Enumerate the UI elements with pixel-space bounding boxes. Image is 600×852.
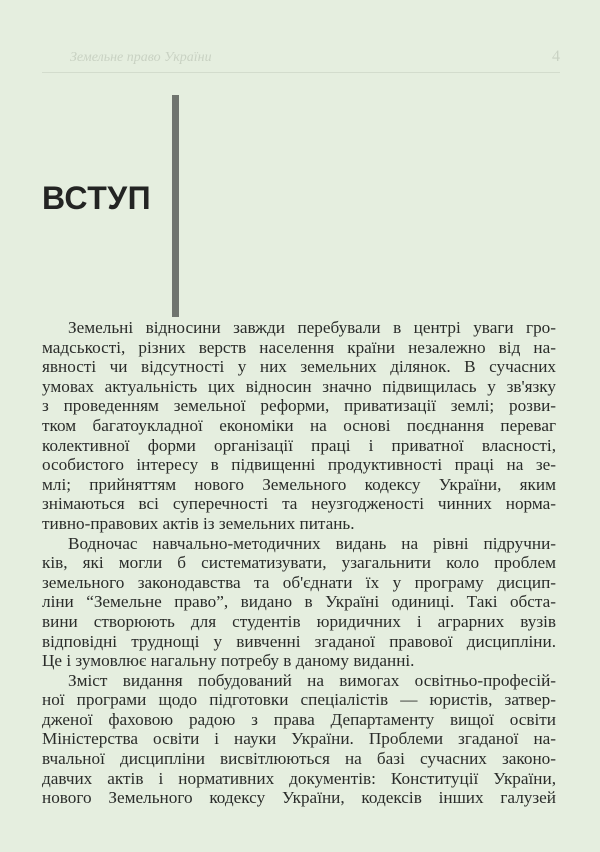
running-title: Земельне право України xyxy=(70,50,212,65)
text-line: ліни “Земельне право”, видано в Україні одиниці. Такі обста- xyxy=(42,592,556,612)
page-number: 4 xyxy=(552,48,560,65)
body-text xyxy=(42,318,556,808)
text-line: Зміст видання побудований на вимогах освітньо-професій- xyxy=(68,670,556,690)
running-head xyxy=(42,42,560,73)
text-line: Міністерства освіти і науки України. Проблеми згаданої на- xyxy=(42,729,556,749)
decorative-vertical-bar xyxy=(172,95,179,317)
text-line: Водночас навчально-методичних видань на рівні підручни- xyxy=(68,533,556,553)
text-line: давчих актів і нормативних документів: Конституції України, xyxy=(42,768,556,788)
text-line: явності чи відсутності у них земельних ділянок. В сучасних xyxy=(42,357,556,377)
text-line: колективної форми організації праці і приватної власності, xyxy=(42,435,556,455)
text-line: відповідні труднощі у вивченні згаданої правової дисципліни. xyxy=(42,631,556,651)
text-line: вчальної дисципліни висвітлюються на базі сучасних законо- xyxy=(42,749,556,769)
text-line: ків, які могли б систематизувати, узагальнити коло проблем xyxy=(42,553,556,573)
text-line: з проведенням земельної реформи, приватизації землі; розви- xyxy=(42,396,556,416)
text-line: особистого інтересу в підвищенні продуктивності праці на зе- xyxy=(42,455,556,475)
text-line: тивно-правових актів із земельних питань. xyxy=(42,513,355,533)
text-line: нового Земельного кодексу України, кодексів інших галузей xyxy=(42,788,556,808)
text-line: мадськості, різних верств населення країни незалежно від на- xyxy=(42,337,556,357)
paragraph xyxy=(42,318,556,534)
text-line: млі; прийняттям нового Земельного кодексу України, яким xyxy=(42,474,556,494)
text-line: тком багатоукладної економіки на основі поєднання переваг xyxy=(42,415,556,435)
chapter-heading: ВСТУП xyxy=(42,180,152,216)
text-line: дженої фаховою радою з права Департаменту вищої освіти xyxy=(42,709,556,729)
paragraph xyxy=(42,534,556,671)
text-line: умовах актуальність цих відносин значно підвищилась у зв'язку xyxy=(42,376,556,396)
text-line: ної програми щодо підготовки спеціалістів — юристів, затвер- xyxy=(42,690,556,710)
text-line: знімаються всі суперечності та неузгодженості чинних норма- xyxy=(42,494,556,514)
text-line: земельного законодавства та об'єднати їх у програму дисцип- xyxy=(42,572,556,592)
text-line: Це і зумовлює нагальну потребу в даному виданні. xyxy=(42,651,415,671)
paragraph xyxy=(42,671,556,808)
text-line: Земельні відносини завжди перебували в центрі уваги гро- xyxy=(68,318,556,337)
text-line: вини створюють для студентів юридичних і аграрних вузів xyxy=(42,611,556,631)
